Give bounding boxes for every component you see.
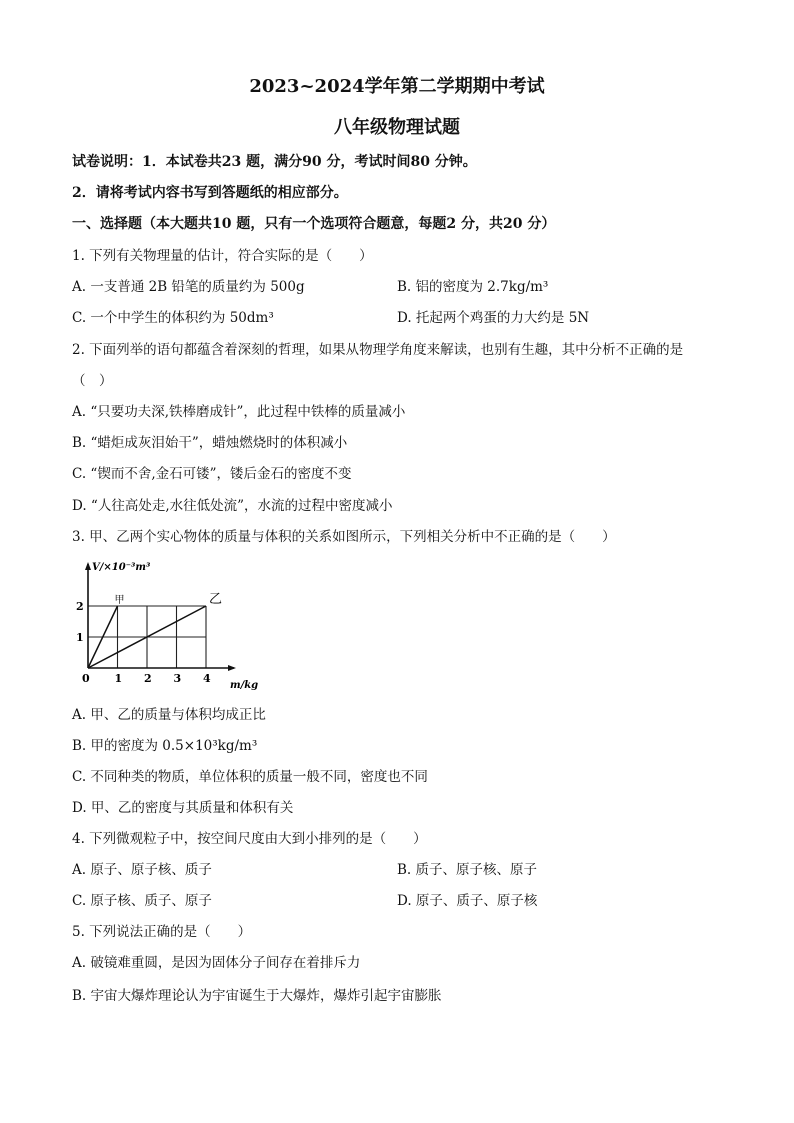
instructions-line-1: 试卷说明：1．本试卷共23 题，满分90 分，考试时间80 分钟。 — [72, 154, 477, 170]
question-2-option-c: C. “锲而不舍,金石可镂”，镂后金石的密度不变 — [72, 466, 352, 482]
question-2-option-d: D. “人往高处走,水往低处流”，水流的过程中密度减小 — [72, 498, 393, 514]
question-2-stem: 2. 下面列举的语句都蕴含着深刻的哲理，如果从物理学角度来解读，也别有生趣，其中分析不正确的是 — [72, 342, 684, 358]
question-2-option-a: A. “只要功夫深,铁棒磨成针”，此过程中铁棒的质量减小 — [72, 404, 406, 420]
question-4-option-b: B. 质子、原子核、原子 — [397, 862, 538, 878]
mass-volume-graph — [72, 556, 272, 696]
question-1-stem: 1. 下列有关物理量的估计，符合实际的是（ ） — [72, 248, 373, 264]
x-tick-label: 1 — [114, 672, 123, 685]
x-axis-label: m/kg — [230, 680, 259, 691]
page-title: 2023~2024学年第二学期期中考试 — [249, 76, 545, 97]
question-4-option-d: D. 原子、质子、原子核 — [397, 893, 538, 909]
x-tick-label: 4 — [203, 672, 211, 685]
question-2-option-b: B. “蜡炬成灰泪始干”，蜡烛燃烧时的体积减小 — [72, 435, 348, 451]
question-3-option-d: D. 甲、乙的密度与其质量和体积有关 — [72, 800, 294, 816]
question-4-option-c: C. 原子核、质子、原子 — [72, 893, 212, 909]
x-tick-label: 0 — [82, 672, 90, 685]
x-tick-label: 3 — [173, 672, 182, 685]
graph-ticks — [76, 600, 211, 685]
section-heading: 一、选择题（本大题共10 题，只有一个选项符合题意，每题2 分，共20 分） — [72, 216, 556, 232]
x-tick-label: 2 — [144, 672, 152, 685]
y-axis-arrow — [85, 562, 91, 570]
graph-series — [88, 592, 222, 668]
question-5-stem: 5. 下列说法正确的是（ ） — [72, 924, 252, 940]
series-label-2: 乙 — [209, 592, 223, 607]
question-1-option-c: C. 一个中学生的体积约为 50dm³ — [72, 310, 274, 326]
question-3-option-a: A. 甲、乙的质量与体积均成正比 — [72, 707, 266, 723]
page-subtitle: 八年级物理试题 — [334, 117, 460, 138]
question-4-option-a: A. 原子、原子核、质子 — [72, 862, 212, 878]
question-1-option-a: A. 一支普通 2B 铅笔的质量约为 500g — [72, 279, 305, 295]
series-label-1: 甲 — [114, 595, 125, 606]
question-3-option-c: C. 不同种类的物质，单位体积的质量一般不同，密度也不同 — [72, 769, 428, 785]
question-1-option-b: B. 铝的密度为 2.7kg/m³ — [397, 279, 549, 295]
y-tick-label: 2 — [76, 600, 84, 613]
x-axis-arrow — [228, 665, 236, 671]
question-4-stem: 4. 下列微观粒子中，按空间尺度由大到小排列的是（ ） — [72, 831, 427, 847]
question-3-option-b: B. 甲的密度为 0.5×10³kg/m³ — [72, 738, 258, 754]
y-tick-label: 1 — [76, 631, 84, 644]
question-1-option-d: D. 托起两个鸡蛋的力大约是 5N — [397, 310, 590, 326]
question-5-option-a: A. 破镜难重圆，是因为固体分子间存在着排斥力 — [72, 955, 361, 971]
graph-axes — [85, 562, 236, 671]
question-2-stem-bracket: （ ） — [72, 373, 113, 389]
instructions-line-2: 2．请将考试内容书写到答题纸的相应部分。 — [72, 185, 348, 201]
y-axis-label: V/×10⁻³m³ — [92, 562, 151, 573]
question-5-option-b: B. 宇宙大爆炸理论认为宇宙诞生于大爆炸，爆炸引起宇宙膨胀 — [72, 988, 442, 1004]
question-3-stem: 3. 甲、乙两个实心物体的质量与体积的关系如图所示，下列相关分析中不正确的是（ ） — [72, 529, 616, 545]
